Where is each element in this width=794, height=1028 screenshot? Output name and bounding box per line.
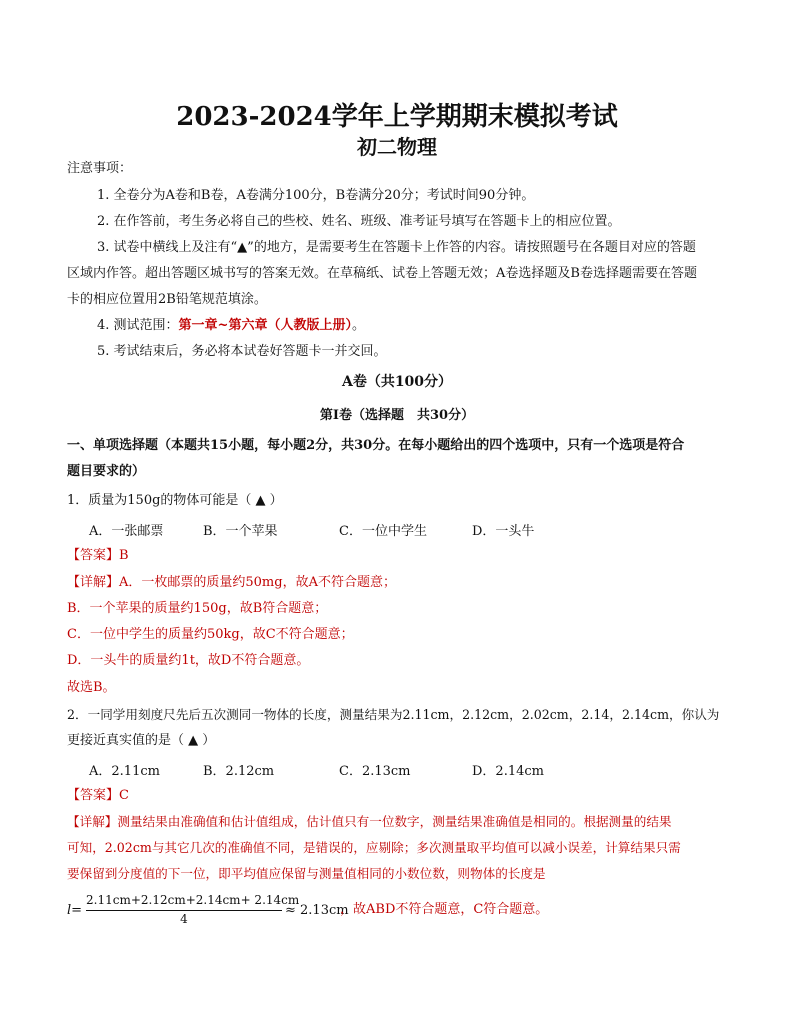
q2-detail-line-2: 可知，2.02cm与其它几次的准确值不同，是错误的，应剔除；多次测量取平均值可以减小误差，计算结果只需 xyxy=(67,840,681,855)
notice-item-3-line-3: 卡的相应位置用2B铅笔规范填涂。 xyxy=(67,292,267,307)
q2-detail-line-3: 要保留到分度值的下一位，即平均值应保留与测量值相同的小数位数，则物体的长度是 xyxy=(67,866,546,881)
q2-option-b: B．2.12cm xyxy=(203,764,275,779)
q2-option-a: A．2.11cm xyxy=(89,764,160,779)
formula-lhs: l= xyxy=(67,903,83,918)
part-one-heading: 第Ⅰ卷（选择题 共30分） xyxy=(319,408,475,423)
q1-stem: 1．质量为150g的物体可能是（ ▲ ） xyxy=(67,493,283,508)
notice-item-5: 5. 考试结束后，务必将本试卷好答题卡一并交回。 xyxy=(97,344,387,359)
q1-conclusion: 故选B。 xyxy=(67,680,116,695)
question-type-line-1: 一、单项选择题（本题共15小题，每小题2分，共30分。在每小题给出的四个选项中，只有一个选项是符合 xyxy=(67,438,685,453)
q1-detail-1: 【详解】A．一枚邮票的质量约50mg，故A不符合题意； xyxy=(67,575,396,590)
formula-conclusion: ，故ABD不符合题意，C符合题意。 xyxy=(340,902,549,917)
q2-stem-line-2: 更接近真实值的是（ ▲ ） xyxy=(67,733,216,748)
notice-item-4-prefix: 4. 测试范围： xyxy=(97,318,179,333)
notice-item-1: 1. 全卷分为A卷和B卷，A卷满分100分，B卷满分20分；考试时间90分钟。 xyxy=(97,188,535,203)
fraction-bar xyxy=(86,910,282,911)
volume-a-heading: A卷（共100分） xyxy=(341,374,453,390)
notice-item-2: 2. 在作答前，考生务必将自己的些校、姓名、班级、准考证号填写在答题卡上的相应位置。 xyxy=(97,214,621,229)
test-range: 第一章~第六章（人教版上册） xyxy=(178,318,352,333)
notice-heading: 注意事项： xyxy=(67,161,133,176)
notice-item-4-suffix: 。 xyxy=(351,318,365,333)
notice-item-4 xyxy=(97,317,365,335)
formula-numerator: 2.11cm+2.12cm+2.14cm+ 2.14cm xyxy=(86,893,300,907)
q2-detail-line-1: 【详解】测量结果由准确值和估计值组成，估计值只有一位数字，测量结果准确值是相同的。根据测量的结果 xyxy=(67,814,672,829)
exam-subject: 初二物理 xyxy=(357,135,437,159)
q1-option-a: A．一张邮票 xyxy=(89,524,164,539)
q1-detail-4: D．一头牛的质量约1t，故D不符合题意。 xyxy=(67,653,310,668)
q1-detail-2: B．一个苹果的质量约150g，故B符合题意； xyxy=(67,601,328,616)
question-type-line-2: 题目要求的） xyxy=(67,464,146,479)
exam-title: 2023-2024学年上学期期末模拟考试 xyxy=(176,102,618,132)
formula-denominator: 4 xyxy=(180,912,188,926)
formula-result: ≈ 2.13cm xyxy=(285,903,349,918)
q2-option-c: C．2.13cm xyxy=(339,764,411,779)
notice-item-3-line-2: 区域内作答。超出答题区城书写的答案无效。在草稿纸、试卷上答题无效；A卷选择题及B卷选择题需要在答题 xyxy=(67,266,697,281)
q2-option-d: D．2.14cm xyxy=(472,764,544,779)
q1-option-c: C．一位中学生 xyxy=(339,524,427,539)
q1-option-d: D．一头牛 xyxy=(472,524,535,539)
q1-answer: 【答案】B xyxy=(67,548,129,563)
notice-item-3-line-1: 3. 试卷中横线上及注有“▲”的地方，是需要考生在答题卡上作答的内容。请按照题号在各题目对应的答题 xyxy=(97,240,696,255)
q2-stem-line-1: 2．一同学用刻度尺先后五次测同一物体的长度，测量结果为2.11cm，2.12cm，2.02cm，2.14，2.14cm，你认为 xyxy=(67,707,720,722)
q1-option-b: B．一个苹果 xyxy=(203,524,278,539)
q2-answer: 【答案】C xyxy=(67,788,129,803)
q1-detail-3: C．一位中学生的质量约50kg，故C不符合题意； xyxy=(67,627,354,642)
